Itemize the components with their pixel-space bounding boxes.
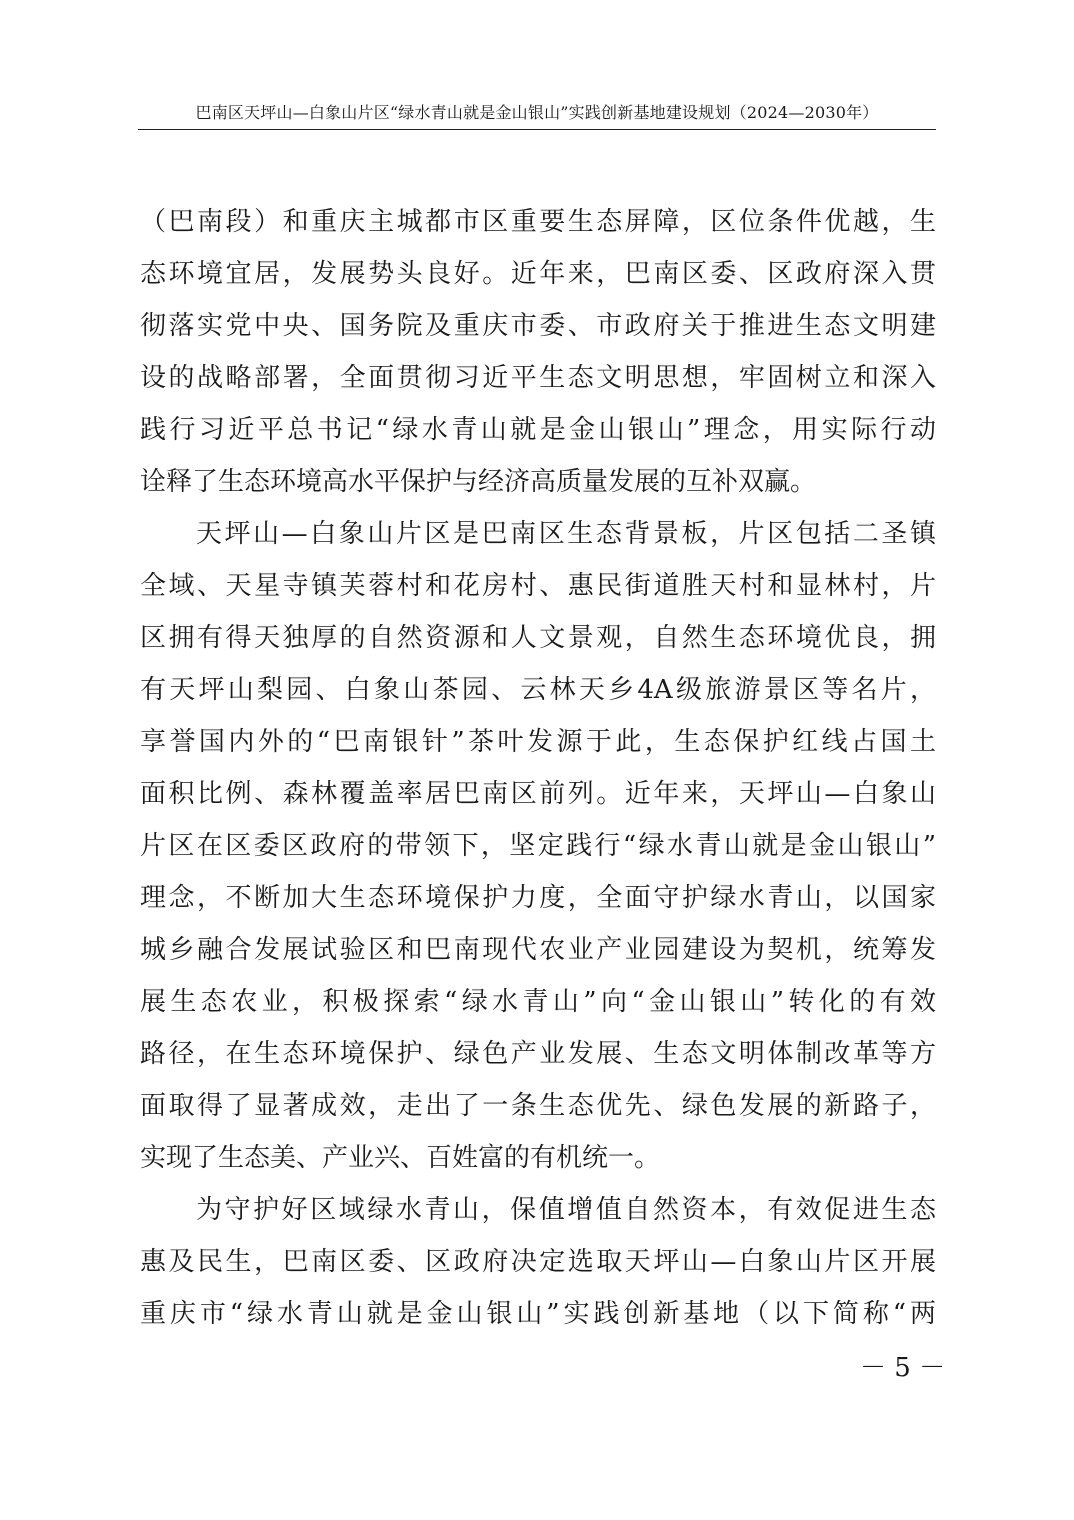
text-line: 理念，不断加大生态环境保护力度，全面守护绿水青山，以国家 <box>140 883 936 913</box>
text-line: 践行习近平总书记“绿水青山就是金山银山”理念，用实际行动 <box>140 415 936 445</box>
text-line: 全域、天星寺镇芙蓉村和花房村、惠民街道胜天村和显林村，片 <box>140 571 936 601</box>
text-line: 诠释了生态环境高水平保护与经济高质量发展的互补双赢。 <box>140 467 817 497</box>
text-line: 实现了生态美、产业兴、百姓富的有机统一。 <box>140 1143 661 1173</box>
text-line: 片区在区委区政府的带领下，坚定践行“绿水青山就是金山银山” <box>140 831 936 861</box>
header-divider <box>138 129 936 130</box>
text-line: 面取得了显著成效，走出了一条生态优先、绿色发展的新路子， <box>140 1091 936 1121</box>
text-line: 区拥有得天独厚的自然资源和人文景观，自然生态环境优良，拥 <box>140 623 936 653</box>
running-header: 巴南区天坪山—白象山片区“绿水青山就是金山银山”实践创新基地建设规划（2024—2030年） <box>195 103 879 122</box>
text-line: 面积比例、森林覆盖率居巴南区前列。近年来，天坪山—白象山 <box>140 779 936 809</box>
text-line: 设的战略部署，全面贯彻习近平生态文明思想，牢固树立和深入 <box>140 363 936 393</box>
page-number: － 5 － <box>860 1353 946 1383</box>
text-line: 彻落实党中央、国务院及重庆市委、市政府关于推进生态文明建 <box>140 311 936 341</box>
text-line: （巴南段）和重庆主城都市区重要生态屏障，区位条件优越，生 <box>140 207 936 237</box>
text-line: 展生态农业，积极探索“绿水青山”向“金山银山”转化的有效 <box>140 987 936 1017</box>
paragraph-first-line: 为守护好区域绿水青山，保值增值自然资本，有效促进生态 <box>196 1195 936 1225</box>
text-line: 有天坪山梨园、白象山茶园、云林天乡4A级旅游景区等名片， <box>140 675 936 705</box>
paragraph-first-line: 天坪山—白象山片区是巴南区生态背景板，片区包括二圣镇 <box>196 519 936 549</box>
text-line: 享誉国内外的“巴南银针”茶叶发源于此，生态保护红线占国土 <box>140 727 936 757</box>
text-line: 重庆市“绿水青山就是金山银山”实践创新基地（以下简称“两 <box>140 1299 936 1329</box>
text-line: 城乡融合发展试验区和巴南现代农业产业园建设为契机，统筹发 <box>140 935 936 965</box>
text-line: 态环境宜居，发展势头良好。近年来，巴南区委、区政府深入贯 <box>140 259 936 289</box>
text-line: 路径，在生态环境保护、绿色产业发展、生态文明体制改革等方 <box>140 1039 936 1069</box>
text-line: 惠及民生，巴南区委、区政府决定选取天坪山—白象山片区开展 <box>140 1247 936 1277</box>
body-text <box>140 196 936 1340</box>
